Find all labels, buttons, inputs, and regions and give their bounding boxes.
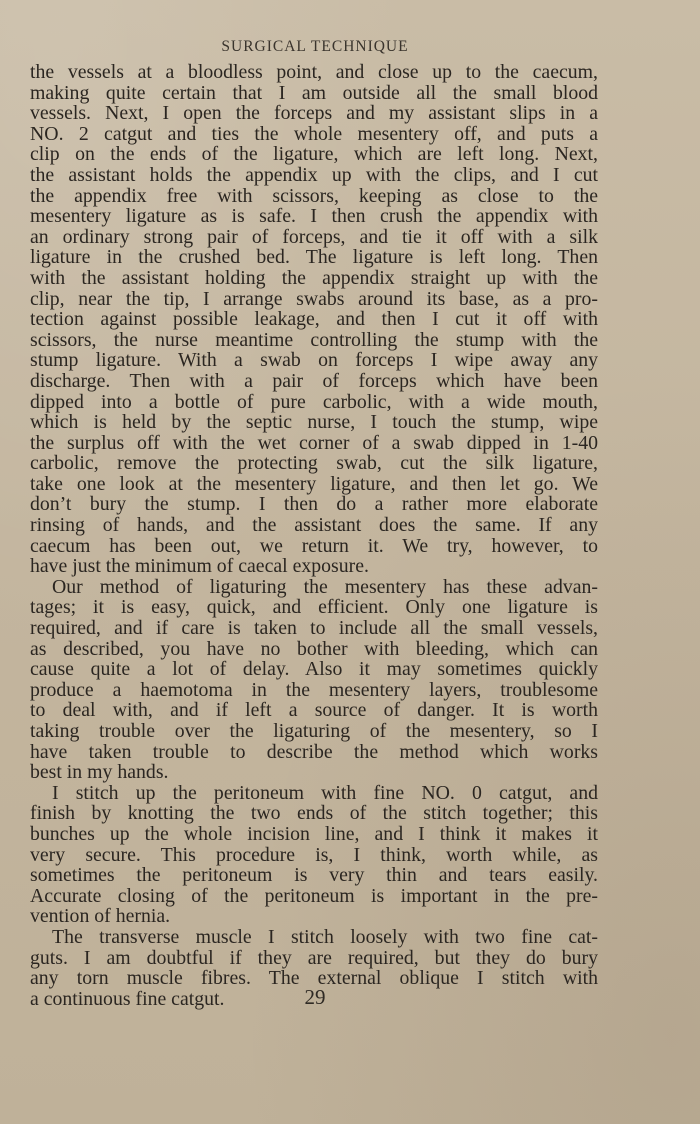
text-line: mesentery ligature as is safe. I then crush the appendix with bbox=[30, 205, 598, 228]
text-line: any torn muscle fibres. The external oblique I stitch with bbox=[30, 967, 598, 990]
text-line: very secure. This procedure is, I think, worth while, as bbox=[30, 843, 598, 866]
text-line: required, and if care is taken to include all the small vessels, bbox=[30, 617, 598, 640]
text-line: discharge. Then with a pair of forceps which have been bbox=[30, 369, 598, 392]
paragraph-last-line: a continuous fine catgut. bbox=[30, 987, 225, 1010]
paragraph-last-line: vention of hernia. bbox=[30, 905, 171, 928]
text-line: don’t bury the stump. I then do a rather more elaborate bbox=[30, 493, 598, 516]
text-line: the vessels at a bloodless point, and close up to the caecum, bbox=[30, 61, 598, 83]
text-line: finish by knotting the two ends of the stitch together; this bbox=[30, 802, 598, 825]
running-head: SURGICAL TECHNIQUE bbox=[221, 38, 409, 55]
text-line: tages; it is easy, quick, and efficient. Only one ligature is bbox=[30, 596, 598, 619]
text-line: bunches up the whole incision line, and I think it makes it bbox=[30, 822, 598, 845]
paragraph-last-line: best in my hands. bbox=[30, 761, 169, 784]
body-text bbox=[30, 62, 598, 1009]
text-line: Accurate closing of the peritoneum is important in the pre- bbox=[30, 884, 598, 907]
text-line: carbolic, remove the protecting swab, cut the silk ligature, bbox=[30, 452, 598, 475]
text-line: sometimes the peritoneum is very thin and tears easily. bbox=[30, 864, 598, 887]
text-line: the assistant holds the appendix up with the clips, and I cut bbox=[30, 163, 598, 186]
text-line: have taken trouble to describe the method which works bbox=[30, 740, 598, 763]
text-line: cause quite a lot of delay. Also it may sometimes quickly bbox=[30, 658, 598, 681]
text-line: with the assistant holding the appendix straight up with the bbox=[30, 266, 598, 289]
paragraph-first-line: Our method of ligaturing the mesentery has these advan- bbox=[52, 575, 598, 598]
text-line: ligature in the crushed bed. The ligature is left long. Then bbox=[30, 246, 598, 269]
page-number: 29 bbox=[304, 985, 326, 1009]
text-line: making quite certain that I am outside all the small blood bbox=[30, 81, 598, 104]
paragraph-last-line: have just the minimum of caecal exposure. bbox=[30, 555, 369, 578]
paragraph-first-line: The transverse muscle I stitch loosely with two fine cat- bbox=[52, 925, 598, 948]
text-line: taking trouble over the ligaturing of the mesentery, so I bbox=[30, 720, 598, 742]
text-line: produce a haemotoma in the mesentery layers, troublesome bbox=[30, 678, 598, 701]
text-line: which is held by the septic nurse, I touch the stump, wipe bbox=[30, 411, 598, 434]
text-line: guts. I am doubtful if they are required, but they do bury bbox=[30, 946, 598, 969]
text-line: tection against possible leakage, and then I cut it off with bbox=[30, 308, 598, 331]
text-line: take one look at the mesentery ligature, and then let go. We bbox=[30, 472, 598, 495]
text-line: NO. 2 catgut and ties the whole mesentery off, and puts a bbox=[30, 122, 598, 145]
text-line: the appendix free with scissors, keeping as close to the bbox=[30, 184, 598, 207]
text-line: as described, you have no bother with bleeding, which can bbox=[30, 637, 598, 660]
paragraph-first-line: I stitch up the peritoneum with fine NO. 0 catgut, and bbox=[52, 781, 598, 804]
text-line: clip on the ends of the ligature, which are left long. Next, bbox=[30, 143, 598, 166]
text-line: caecum has been out, we return it. We try, however, to bbox=[30, 534, 598, 557]
text-line: to deal with, and if left a source of danger. It is worth bbox=[30, 699, 598, 722]
text-line: dipped into a bottle of pure carbolic, with a wide mouth, bbox=[30, 390, 598, 413]
text-line: clip, near the tip, I arrange swabs around its base, as a pro- bbox=[30, 287, 598, 310]
text-line: stump ligature. With a swab on forceps I wipe away any bbox=[30, 349, 598, 372]
text-line: an ordinary strong pair of forceps, and tie it off with a silk bbox=[30, 225, 598, 248]
text-line: scissors, the nurse meantime controlling the stump with the bbox=[30, 328, 598, 351]
text-line: the surplus off with the wet corner of a swab dipped in 1-40 bbox=[30, 431, 598, 454]
text-line: vessels. Next, I open the forceps and my assistant slips in a bbox=[30, 102, 598, 125]
text-line: rinsing of hands, and the assistant does the same. If any bbox=[30, 514, 598, 537]
